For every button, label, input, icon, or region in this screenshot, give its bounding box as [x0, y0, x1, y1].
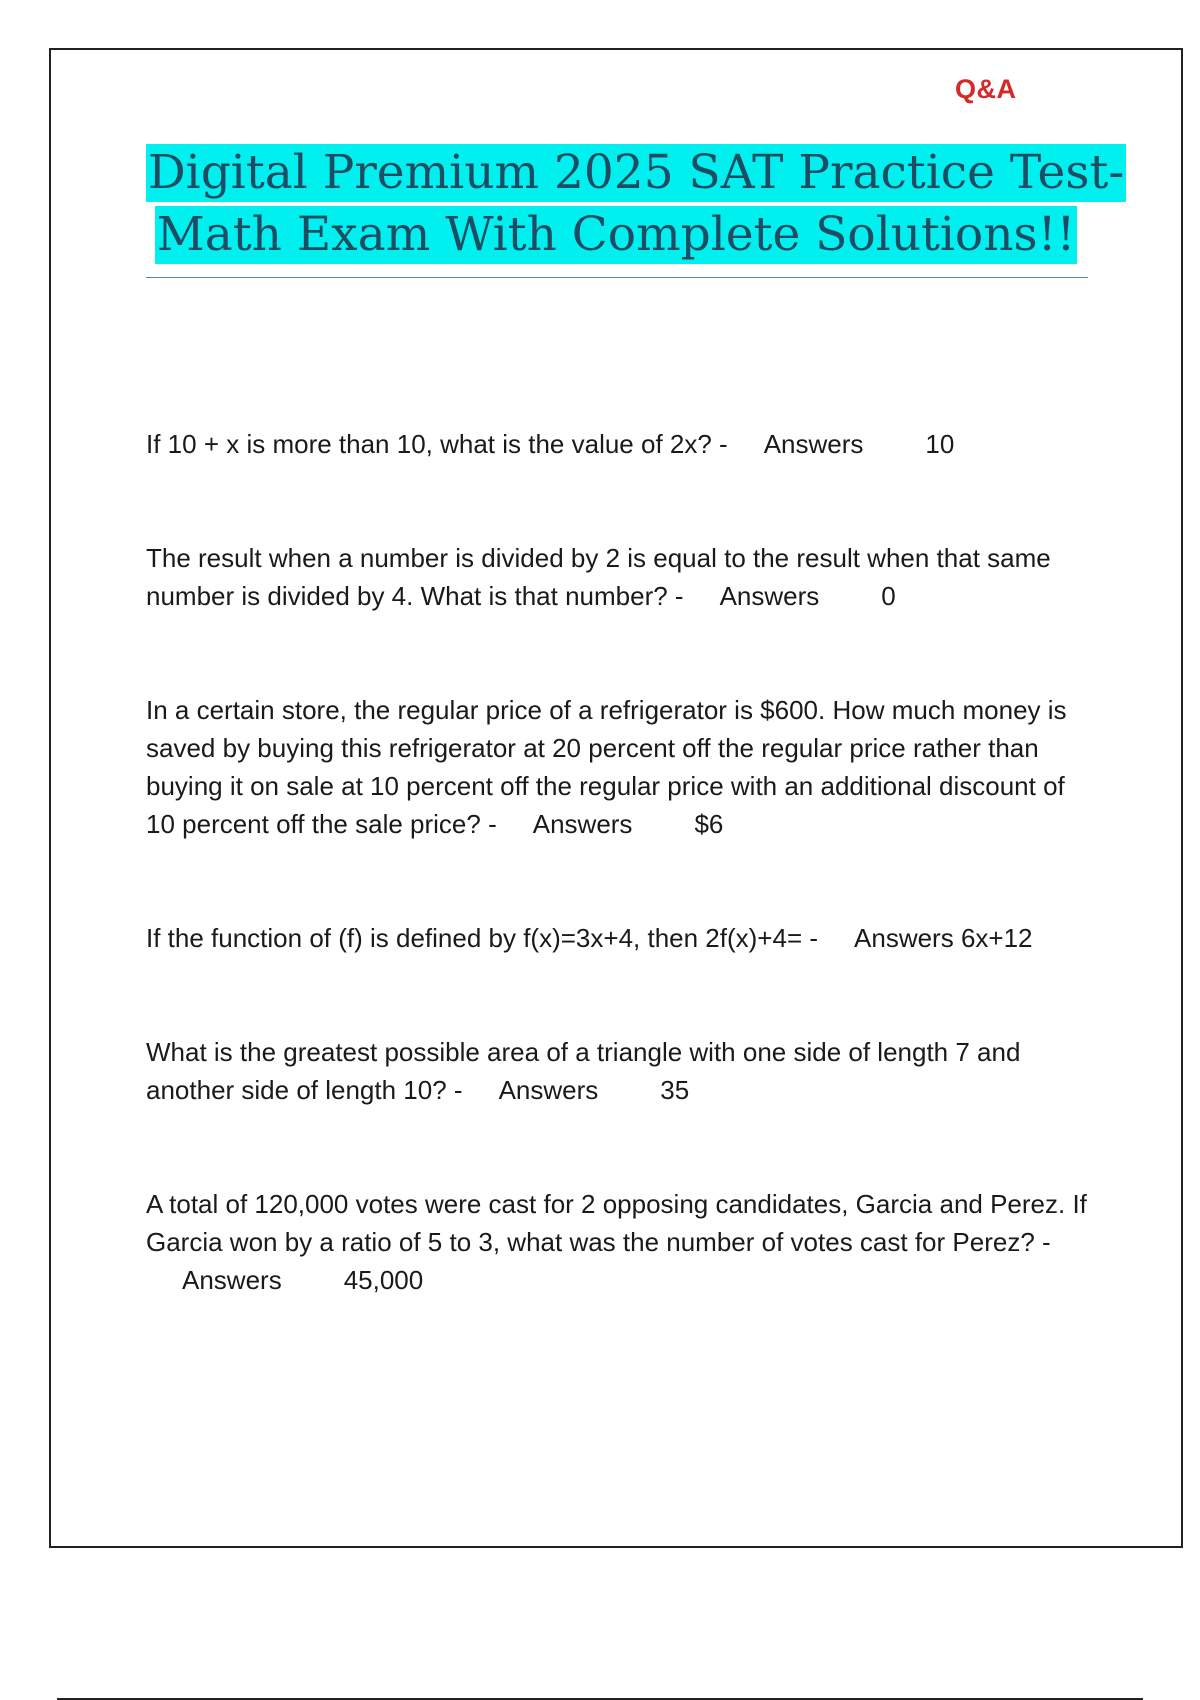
answer-label: Answers — [854, 923, 954, 953]
answer-value: 0 — [881, 581, 896, 611]
question-item-2 — [146, 539, 1096, 615]
answer-value: 6x+12 — [960, 923, 1033, 953]
answer-value: $6 — [694, 809, 724, 839]
answer-label: Answers — [532, 809, 633, 839]
qa-badge: Q&A — [955, 74, 1017, 104]
question-text: What is the greatest possible area of a triangle with one side of length 7 and another side of length 10? - — [146, 1037, 1028, 1105]
question-text: If the function of (f) is defined by f(x)=3x+4, then 2f(x)+4= - — [146, 923, 819, 953]
answer-value: 10 — [925, 429, 955, 459]
question-item-6 — [146, 1185, 1096, 1299]
question-item-3 — [146, 691, 1096, 843]
title-line-1: Digital Premium 2025 SAT Practice Test- — [148, 145, 1125, 200]
answer-label: Answers — [763, 429, 864, 459]
document-title — [146, 144, 1125, 264]
question-item-4 — [146, 919, 1096, 957]
question-list — [146, 425, 1096, 1299]
question-text: In a certain store, the regular price of a refrigerator is $600. How much money is saved by buying this refrigerator at 20 percent off the regular price rather than buying it on sale at 10 percent off the regular price with an additional discount of 10 percent off the sale price? - — [146, 695, 1074, 839]
question-text: If 10 + x is more than 10, what is the value of 2x? - — [146, 429, 728, 459]
answer-label: Answers — [498, 1075, 599, 1105]
answer-value: 35 — [660, 1075, 690, 1105]
question-text: The result when a number is divided by 2 is equal to the result when that same number is divided by 4. What is that number? - — [146, 543, 1058, 611]
answer-label: Answers — [182, 1265, 282, 1295]
question-text: A total of 120,000 votes were cast for 2 opposing candidates, Garcia and Perez. If Garcia won by a ratio of 5 to 3, what was the number of votes cast for Perez? - — [146, 1189, 1095, 1257]
answer-label: Answers — [719, 581, 820, 611]
question-item-1 — [146, 425, 1096, 463]
title-underline — [146, 277, 1088, 278]
answer-value: 45,000 — [343, 1265, 424, 1295]
question-item-5 — [146, 1033, 1096, 1109]
title-line-2: Math Exam With Complete Solutions!! — [156, 207, 1076, 262]
